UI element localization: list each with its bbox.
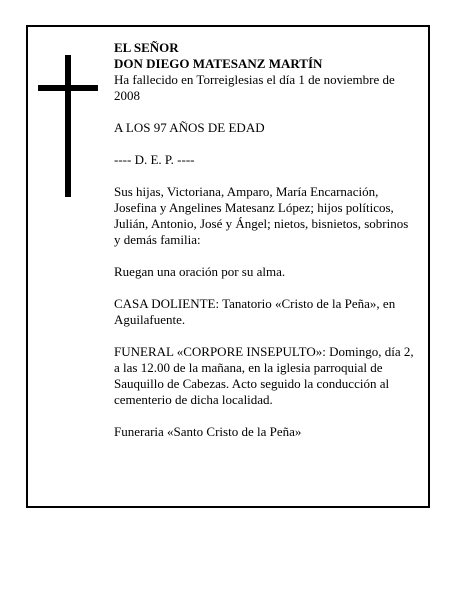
cross-icon — [38, 55, 98, 197]
age-line: A LOS 97 AÑOS DE EDAD — [114, 120, 265, 135]
rip-line: ---- D. E. P. ---- — [114, 152, 195, 167]
prayer-line: Ruegan una oración por su alma. — [114, 264, 286, 279]
funeral-paragraph: FUNERAL «CORPORE INSEPULTO»: Domingo, día 2, a las 12.00 de la mañana, en la iglesia parroquial de Sauquillo de Cabezas. Acto seguido la conducción al cementerio de dicha localidad. — [114, 344, 414, 407]
title-line-1: EL SEÑOR — [114, 40, 179, 55]
deceased-name: DON DIEGO MATESANZ MARTÍN — [114, 56, 323, 71]
notice-text — [114, 40, 416, 440]
family-paragraph: Sus hijas, Victoriana, Amparo, María Encarnación, Josefina y Angelines Matesanz López; hijos políticos, Julián, Antonio, José y Ángel; nietos, bisnietos, sobrinos y demás familia: — [114, 184, 409, 247]
death-info: Ha fallecido en Torreiglesias el día 1 de noviembre de 2008 — [114, 72, 395, 103]
house-paragraph: CASA DOLIENTE: Tanatorio «Cristo de la Peña», en Aguilafuente. — [114, 296, 396, 327]
obituary-notice — [26, 25, 430, 508]
cross-vertical-bar — [65, 55, 71, 197]
funeral-home-line: Funeraria «Santo Cristo de la Peña» — [114, 424, 302, 439]
cross-horizontal-bar — [38, 85, 98, 91]
